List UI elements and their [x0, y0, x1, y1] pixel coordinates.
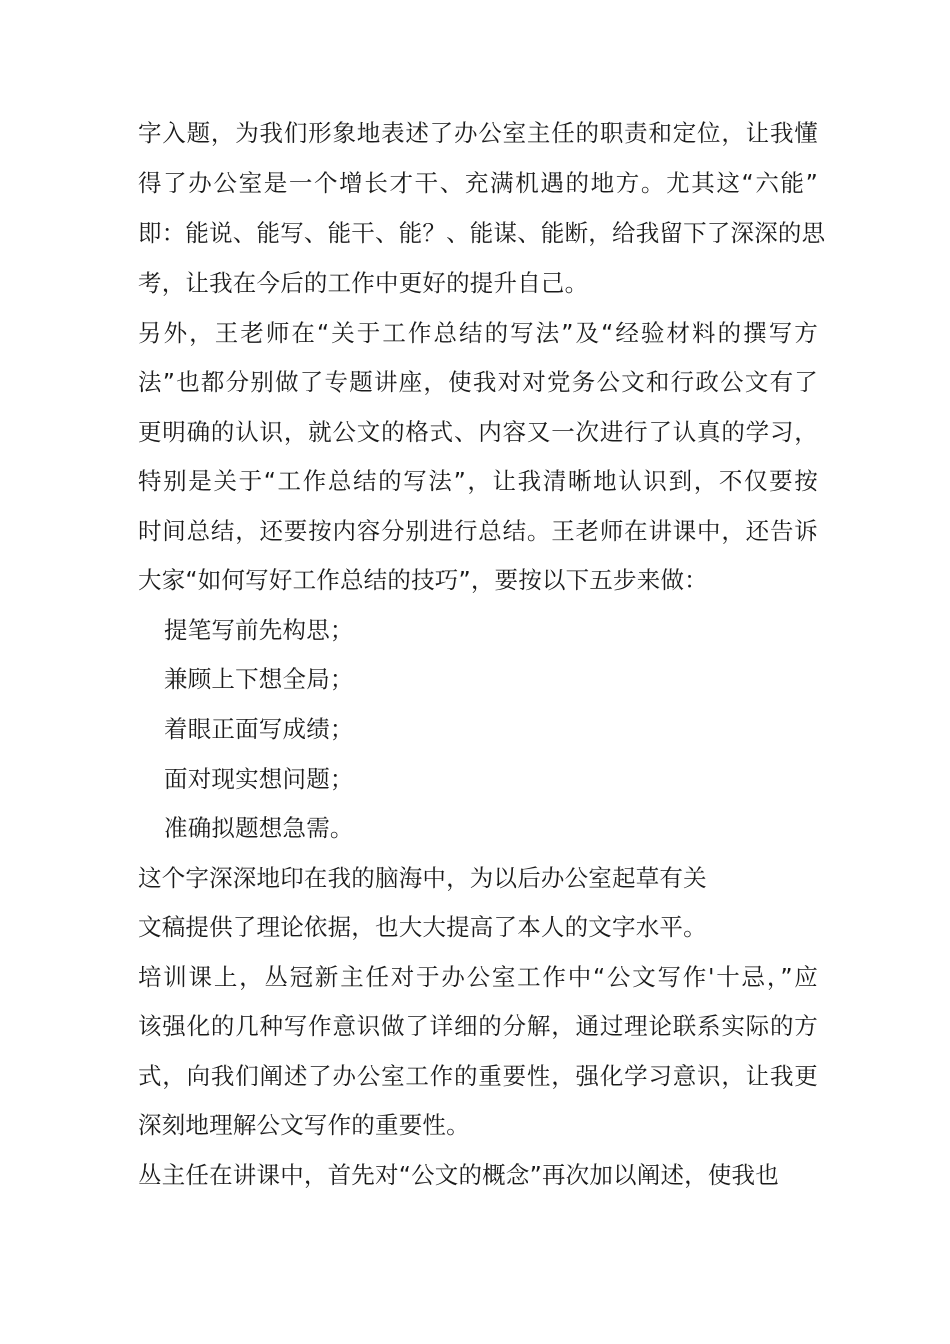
text-line: 得了办公室是一个增长才干、充满机遇的地方。尤其这“六能”: [138, 169, 818, 197]
text-line: 大家“如何写好工作总结的技巧”，要按以下五步来做：: [138, 566, 708, 594]
text-line: 该强化的几种写作意识做了详细的分解，通过理论联系实际的方: [138, 1012, 818, 1040]
text-line: 法”也都分别做了专题讲座，使我对对党务公文和行政公文有了: [138, 368, 818, 396]
text-line: 文稿提供了理论依据，也大大提高了本人的文字水平。: [138, 913, 707, 941]
text-line: 式，向我们阐述了办公室工作的重要性，强化学习意识，让我更: [138, 1062, 818, 1090]
text-line: 考，让我在今后的工作中更好的提升自己。: [138, 269, 589, 297]
list-item: 兼顾上下想全局；: [164, 665, 354, 693]
list-item: 提笔写前先构思；: [164, 616, 354, 644]
text-line: 培训课上，丛冠新主任对于办公室工作中“公文写作'十忌，”应: [138, 963, 818, 991]
text-line: 时间总结，还要按内容分别进行总结。王老师在讲课中，还告诉: [138, 517, 818, 545]
text-line: 深刻地理解公文写作的重要性。: [138, 1111, 470, 1139]
text-line: 字入题，为我们形象地表述了办公室主任的职责和定位，让我懂: [138, 119, 818, 147]
list-item: 着眼正面写成绩；: [164, 715, 354, 743]
list-item: 准确拟题想急需。: [164, 814, 354, 842]
text-line: 特别是关于“工作总结的写法”，让我清晰地认识到，不仅要按: [138, 467, 818, 495]
text-line: 另外，王老师在“关于工作总结的写法”及“经验材料的撰写方: [138, 319, 818, 347]
text-line: 即：能说、能写、能干、能？、能谋、能断，给我留下了深深的思: [138, 219, 826, 247]
text-line: 这个字深深地印在我的脑海中，为以后办公室起草有关: [138, 864, 707, 892]
list-item: 面对现实想问题；: [164, 765, 354, 793]
text-line: 更明确的认识，就公文的格式、内容又一次进行了认真的学习，: [138, 418, 818, 446]
text-line: 丛主任在讲课中，首先对“公文的概念”再次加以阐述，使我也: [138, 1161, 779, 1189]
